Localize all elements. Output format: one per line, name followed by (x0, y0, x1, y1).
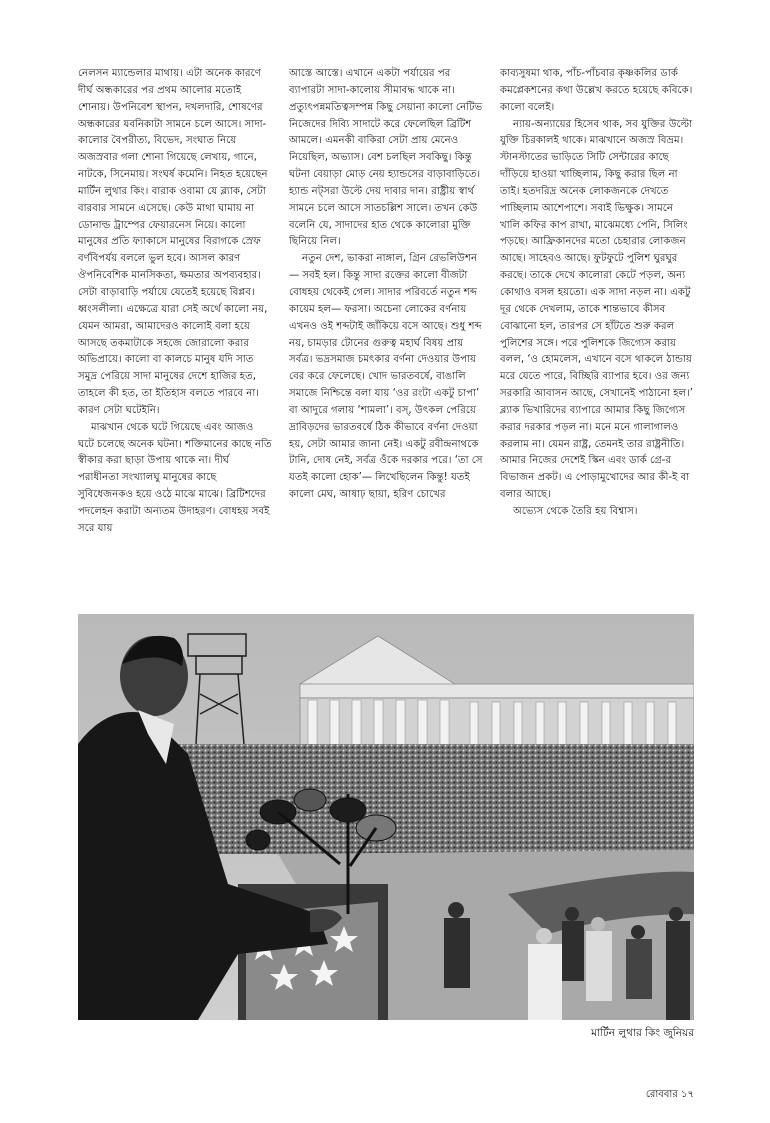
paragraph: আস্তে আস্তে। এখানে একটা পর্যায়ের পর ব্যাপারটা সাদা-কালোয় সীমাবদ্ধ থাকে না। প্রত্যুৎপন্নমতিত্বসম্পন্ন কিছু সেয়ানা কালো নেটিভ নিজেদের দিব্যি সাদাটে করে ফেলেছিল ব্রিটিশ আমলে। এমনকী বাকিরা সেটা প্রায় মেনেও নিয়েছিল, অভ্যাস। বেশ চলছিল সবকিছু। কিন্তু ঘটনা বেয়াড়া মোড় নেয় হ্যান্ডসের বাড়াবাড়িতে। হ্যান্ড নট্সরা উল্টে দেয় দাবার দান। রাষ্ট্রীয় স্বার্থ সামনে চলে আসে সাতচল্লিশ সালে। তখন কেউ বলেনি যে, সাদাদের হাত থেকে কালোরা মুক্তি ছিনিয়ে নিল। (289, 68, 483, 248)
article-columns (78, 66, 694, 594)
crowd-stands (138, 744, 694, 854)
paragraph: নতুন দেশ, ভাকরা নাঙ্গাল, গ্রিন রেভলিউশন— সবই হল। কিন্তু সাদা রক্তের কালো বীজটা বোধহয় থেকেই গেল। সাদার পরিবর্তে নতুন শব্দ কায়েম হল— ফরসা। অচেনা লোকের বর্ণনায় এখনও ওই শব্দটাই জাঁকিয়ে বসে আছে। শুধু শব্দ নয়, চামড়ার টোনের গুরুত্ব মহার্ঘ বিষয় প্রায় সর্বত্র। ভদ্রসমাজ চমৎকার বর্ণনা দেওয়ার উপায় বের করে ফেলেছে। খোদ ভারতবর্ষে, বাঙালি সমাজে নিশ্চিন্তে বলা যায় ‘ওর রংটা একটু চাপা’ বা আদুরে গলায় ‘শামলা’। বস্, উৎকল পেরিয়ে দ্রাবিড়দের ভারতবর্ষে ঠিক কীভাবে বর্ণনা দেওয়া হয়, সেটা আমার জানা নেই। একটু রবীন্দ্রনাথকে টানি, দোষ নেই, সর্বত্র ওঁকে দরকার পরে। ‘তা সে যতই কালো হোক’— লিখেছিলেন কিন্তু! যতই কালো মেঘ, আষাঢ় ছায়া, হরিণ চোখের (289, 253, 483, 501)
page-folio: রোববার ১৭ (645, 1089, 694, 1100)
photo-caption: মার্টিন লুথার কিং জুনিয়র (591, 1027, 694, 1039)
paragraph: মাঝখান থেকে ঘটে গিয়েছে এবং আজও ঘটে চলেছে অনেক ঘটনা। শক্তিমানের কাছে নতি স্বীকার করা ছাড়া উপায় থাকে না। দীর্ঘ পরাধীনতা সংখ্যালঘু মানুষের কাছে সুবিধেজনকও হয়ে ওঠে মাঝে মাঝে। ব্রিটিশদের পদলেহন করাটা অন্যতম উদাহরণ। বোধহয় সবই সরে যায় (78, 421, 272, 534)
text-column-2 (289, 66, 483, 594)
text-column-3 (500, 66, 694, 594)
paragraph: কাব্যসুষমা থাক, পাঁচ-পাঁচবার কৃষ্ণকলির ডার্ক কমপ্লেকশনের কথা উল্লেখ করতে হয়েছে কবিকে। কালো বলেই। (500, 68, 693, 113)
paragraph: নেলসন ম্যান্ডেলার মাথায়। এটা অনেক কারণে দীর্ঘ অন্ধকারের পর প্রথম আলোর মতোই শোনায়। উপনিবেশ স্থাপন, দখলদারি, শোষণের অন্ধকারের যবনিকাটা সামনে চলে আসে। সাদা-কালোর বৈপরীত্য, বিভেদ, সংঘাত নিয়ে অজস্রবার গলা শোনা গিয়েছে লেখায়, গানে, নাটকে, সিনেমায়। সংঘর্ষ কমেনি। নিহত হয়েছেন মার্টিন লুথার কিং। বারাক ওবামা যে ব্ল্যাক, সেটা বারবার সামনে এসেছে। কেউ মাথা ঘামায় না ডোনাল্ড ট্রাম্পের ফেয়ারনেস নিয়ে। কালো মানুষের প্রতি ফ্যাকাসে মানুষের বিরাগকে স্রেফ বর্ণবিপর্যয় বললে ভুল হবে। আসল কারণ ঔপনিবেশিক মানসিকতা, ক্ষমতার অপব্যবহার। সেটা বাড়াবাড়ি পর্যায়ে যেতেই হয়েছে বিপ্লব। ধ্বংসলীলা। এক্ষেত্রে যারা সেই অর্থে কালো নয়, যেমন আমরা, আমাদেরও কালোই বলা হয়ে আসছে তকমাটাকে সহজে জোরালো করার অভিপ্রায়ে। কালো বা কালচে মানুষ যদি সাত সমুদ্র পেরিয়ে সাদা মানুষের দেশে হাজির হত, তাহলে কী হত, তা ইতিহাস বলতে পারবে না। কারণ সেটা ঘটেইনি। (78, 68, 268, 416)
speaker-photo (78, 614, 694, 1020)
paragraph: ন্যায়-অন্যায়ের হিসেব থাক, সব যুক্তির উল্টো যুক্তি চিরকালই থাকে। মাঝখানে অজস্র বিভ্রম। স্টানস্টাতের ভাড়িতে সিটি সেন্টারের কাছে দাঁড়িয়ে হাওয়া খাচ্ছিলাম, কিছু করার ছিল না তাই। হতদরিদ্র অনেক লোকজনকে দেখতে পাচ্ছিলাম আশেপাশে। সবাই ভিক্ষুক। সামনে খালি কফির কাপ রাখা, মাঝেমধ্যে পেনি, সিলিং পড়ছে। আফ্রিকানদের মতো চেহারার লোকজন আছে। সাহেবও আছে। ফুটফুটে পুলিশ ঘুরঘুর করছে। তাকে দেখে কালোরা কেটে পড়ল, অন্য কোথাও বসল হয়তো। এক সাদা নড়ল না। একটু দূর থেকে দেখলাম, তাকে শান্তভাবে কীসব বোঝানো হল, তারপর সে হাঁটতে শুরু করল পুলিশের সঙ্গে। পরে পুলিশকে জিগ্যেস করায় বলল, ‘ও হোমলেস, এখানে বসে থাকলে ঠান্ডায় মরে যেতে পারে, বিচ্ছিরি ব্যাপার হবে। ওর জন্য সরকারি আবাসন আছে, সেখানেই পাঠানো হল।’ ব্ল্যাক ভিখারিদের ব্যাপারে আমার কিছু জিগ্যেস করার দরকার পড়ল না। মনে মনে গালাগালও করলাম না। যেমন রাষ্ট্র, তেমনই তার রাষ্ট্রনীতি। আমার নিজের দেশেই স্কিন এবং ডার্ক গ্রে-র বিভাজন প্রকট। এ পোড়ামুখোদের আর কী-ই বা বলার আছে। (500, 118, 694, 501)
text-column-1 (78, 66, 272, 594)
paragraph: অভ্যেস থেকে তৈরি হয় বিশ্বাস। (513, 505, 638, 517)
